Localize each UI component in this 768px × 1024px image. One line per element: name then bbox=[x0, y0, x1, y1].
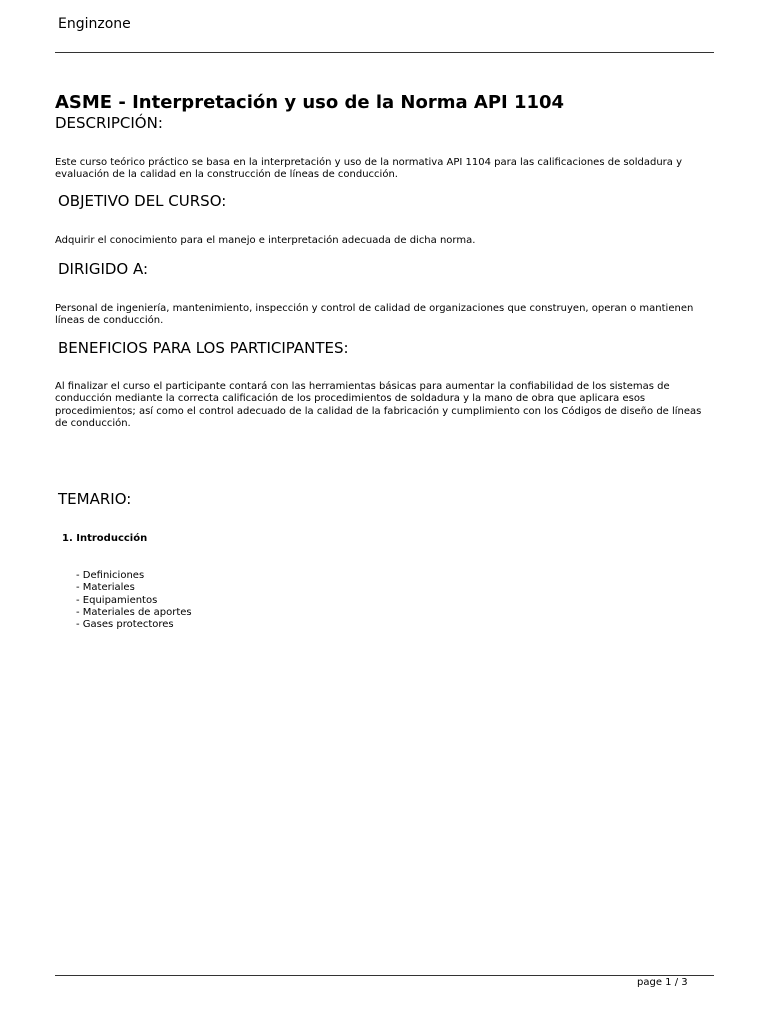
document-title: ASME - Interpretación y uso de la Norma API 1104 bbox=[55, 92, 565, 113]
header-divider bbox=[55, 52, 714, 53]
section-body-descripcion: Este curso teórico práctico se basa en la interpretación y uso de la normativa API 1104 para las calificaciones de soldadura y evaluación de la calidad en la construcción de líneas de conducción. bbox=[55, 157, 682, 181]
section-heading-dirigido: DIRIGIDO A: bbox=[58, 260, 149, 278]
footer-divider bbox=[55, 975, 714, 976]
temario-topic-items bbox=[76, 570, 192, 631]
section-heading-objetivo: OBJETIVO DEL CURSO: bbox=[58, 192, 227, 210]
section-body-objetivo: Adquirir el conocimiento para el manejo e interpretación adecuada de dicha norma. bbox=[55, 235, 476, 246]
section-heading-temario: TEMARIO: bbox=[58, 490, 132, 508]
temario-item: - Materiales de aportes bbox=[76, 606, 192, 618]
temario-item: - Gases protectores bbox=[76, 619, 174, 631]
section-body-dirigido: Personal de ingeniería, mantenimiento, inspección y control de calidad de organizaciones que construyen, operan o mantienen líneas de conducción. bbox=[55, 303, 694, 327]
temario-item: - Equipamientos bbox=[76, 594, 158, 606]
section-heading-descripcion: DESCRIPCIÓN: bbox=[55, 114, 163, 132]
page-number: page 1 / 3 bbox=[637, 977, 688, 988]
header-brand: Enginzone bbox=[58, 16, 131, 32]
temario-item: - Definiciones bbox=[76, 570, 145, 581]
section-heading-beneficios: BENEFICIOS PARA LOS PARTICIPANTES: bbox=[58, 339, 349, 357]
temario-item: - Materiales bbox=[76, 582, 135, 594]
section-body-beneficios: Al finalizar el curso el participante contará con las herramientas básicas para aumentar la confiabilidad de los sistemas de conducción mediante la correcta calificación de los procedimientos de soldadura y la mano de obra que aplicara esos procedimientos; así como el control adecuado de la calidad de la fabricación y cumplimiento con los Códigos de diseño de líneas de conducción. bbox=[55, 381, 702, 429]
temario-topic-title: 1. Introducción bbox=[62, 533, 148, 544]
